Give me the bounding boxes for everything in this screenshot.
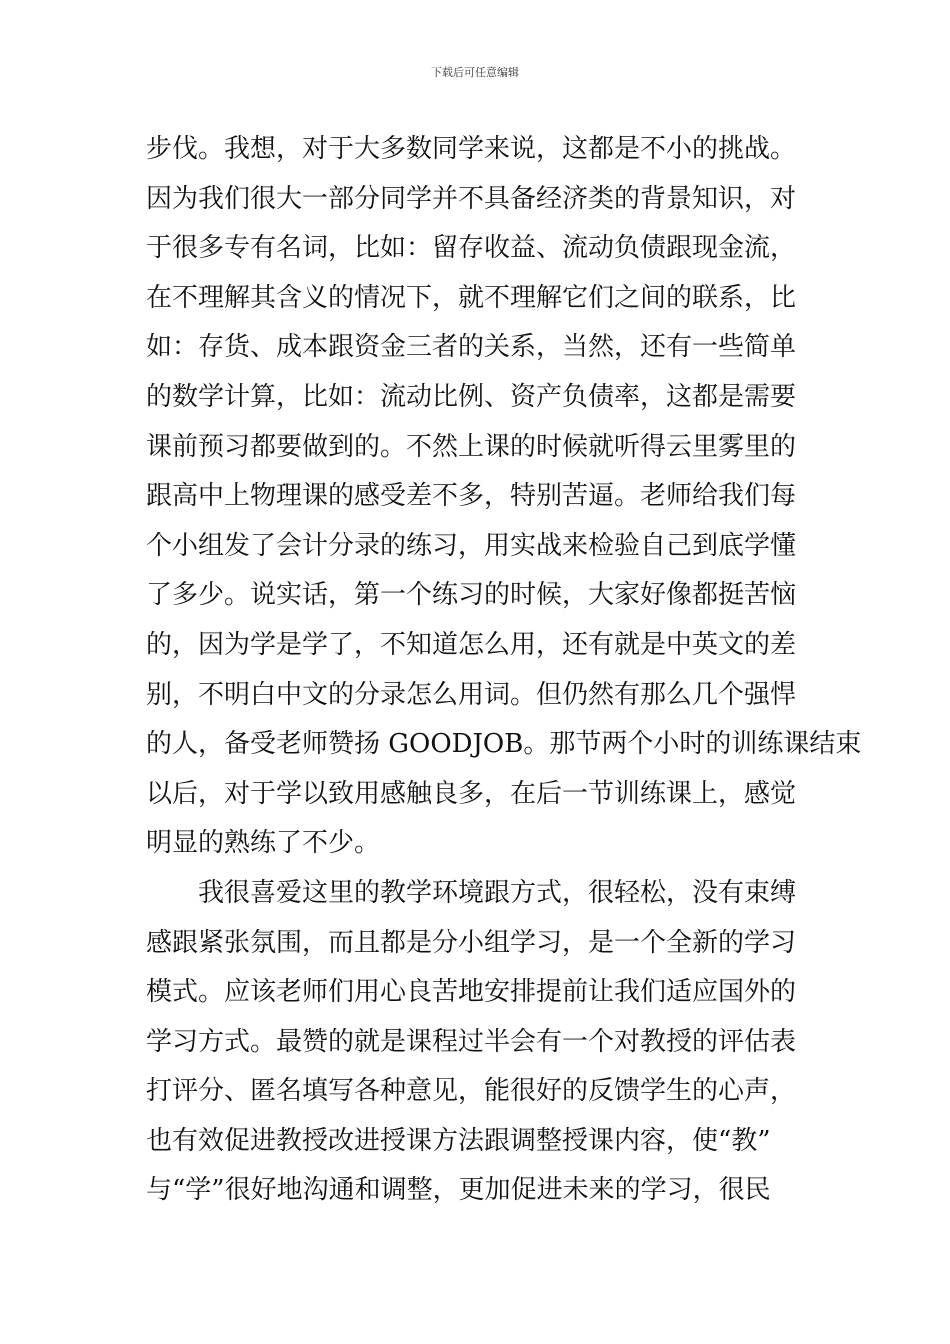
text-line: 如：存货、成本跟资金三者的关系，当然，还有一些简单 xyxy=(146,332,797,363)
text-line: 于很多专有名词，比如：留存收益、流动负债跟现金流， xyxy=(146,233,797,264)
text-line: 步伐。我想，对于大多数同学来说，这都是不小的挑战。 xyxy=(146,134,797,164)
paragraph-2 xyxy=(146,869,810,1216)
text-line: 课前预习都要做到的。不然上课的时候就听得云里雾里的 xyxy=(146,431,797,462)
text-line: 打评分、匿名填写各种意见，能很好的反馈学生的心声， xyxy=(146,1076,797,1107)
text-line: 模式。应该老师们用心良苦地安排提前让我们适应国外的 xyxy=(146,977,797,1008)
text-line: 学习方式。最赞的就是课程过半会有一个对教授的评估表 xyxy=(146,1026,797,1057)
text-line: 感跟紧张氛围，而且都是分小组学习，是一个全新的学习 xyxy=(146,927,797,958)
text-line: 的，因为学是学了，不知道怎么用，还有就是中英文的差 xyxy=(146,629,797,660)
text-line: 在不理解其含义的情况下，就不理解它们之间的联系，比 xyxy=(146,282,797,313)
text-line: 以后，对于学以致用感触良多，在后一节训练课上，感觉 xyxy=(146,778,797,809)
text-line: 与“学”很好地沟通和调整，更加促进未来的学习，很民 xyxy=(146,1175,771,1206)
text-line: 别，不明白中文的分录怎么用词。但仍然有那么几个强悍 xyxy=(146,679,797,710)
text-line: 个小组发了会计分录的练习，用实战来检验自己到底学懂 xyxy=(146,530,797,561)
text-line: 了多少。说实话，第一个练习的时候，大家好像都挺苦恼 xyxy=(146,580,797,611)
text-line: 明显的熟练了不少。 xyxy=(146,828,381,859)
text-line: 跟高中上物理课的感受差不多，特别苦逼。老师给我们每 xyxy=(146,481,797,512)
paragraph-1 xyxy=(146,125,862,869)
text-line: 的人，备受老师赞扬 GOODJOB。那节两个小时的训练课结束 xyxy=(146,729,862,760)
text-line: 因为我们很大一部分同学并不具备经济类的背景知识，对 xyxy=(146,183,797,214)
text-line: 也有效促进教授改进授课方法跟调整授课内容，使“教” xyxy=(146,1125,771,1156)
text-line: 我很喜爱这里的教学环境跟方式，很轻松，没有束缚 xyxy=(198,877,797,908)
text-line: 的数学计算，比如：流动比例、资产负债率，这都是需要 xyxy=(146,381,797,412)
document-body xyxy=(146,125,862,1216)
page-header: 下载后可任意编辑 xyxy=(431,66,519,79)
